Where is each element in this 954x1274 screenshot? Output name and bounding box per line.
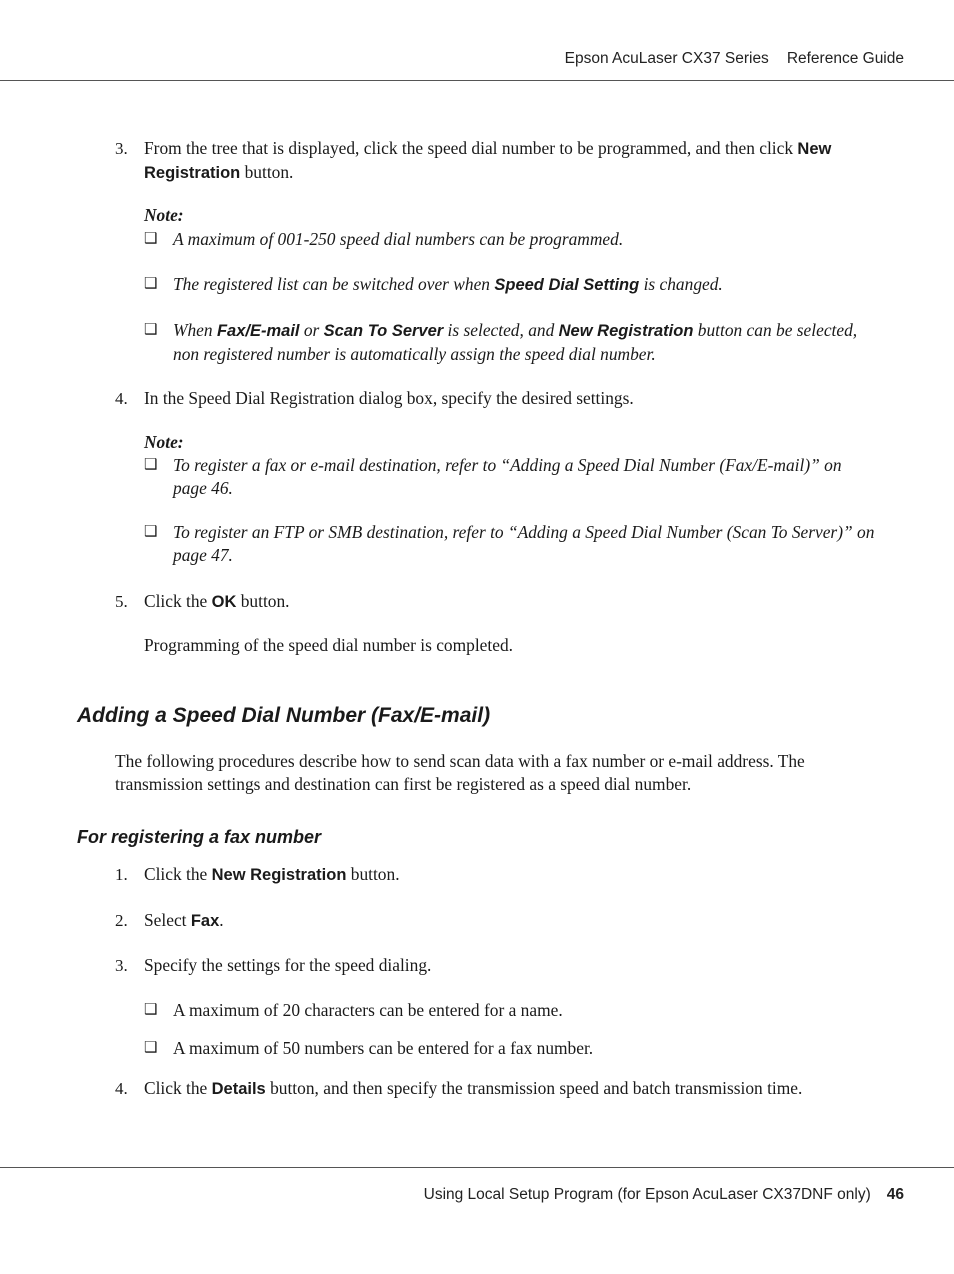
note-item: When Fax/E-mail or Scan To Server is selected, and New Registration button can be selected, non registered number is automatically assign the speed dial number. [173, 320, 858, 364]
note-item: The registered list can be switched over when Speed Dial Setting is changed. [173, 274, 723, 294]
step-number: 3. [115, 139, 128, 158]
note-item[interactable]: To register an FTP or SMB destination, refer to “Adding a Speed Dial Number (Scan To Server)” on page 47. [173, 522, 875, 565]
subsection-title: For registering a fax number [77, 827, 322, 847]
note-item[interactable]: To register a fax or e-mail destination, refer to “Adding a Speed Dial Number (Fax/E-mail)” on page 46. [173, 455, 842, 498]
checkbox-bullet-icon: ❑ [144, 457, 158, 473]
checkbox-bullet-icon: ❑ [144, 231, 158, 247]
step-number: 1. [115, 865, 128, 884]
section-title: Adding a Speed Dial Number (Fax/E-mail) [77, 704, 491, 727]
note-item: A maximum of 001-250 speed dial numbers can be programmed. [173, 229, 624, 249]
footer-rule [0, 1167, 954, 1168]
running-header [565, 50, 904, 68]
header-product: Epson AcuLaser CX37 Series [564, 50, 769, 67]
ui-term: New Registration [144, 140, 832, 182]
note-heading: Note: [144, 205, 184, 225]
step-number: 3. [115, 956, 128, 975]
list-item: A maximum of 50 numbers can be entered for a fax number. [173, 1038, 594, 1058]
list-item: A maximum of 20 characters can be entered for a name. [173, 1000, 563, 1020]
checkbox-bullet-icon: ❑ [144, 322, 158, 338]
step-text: Click the New Registration button. [144, 864, 400, 884]
step-number: 5. [115, 592, 128, 611]
step-text: Specify the settings for the speed dialing. [144, 955, 432, 975]
step-number: 4. [115, 1079, 128, 1098]
header-rule [0, 80, 954, 81]
step-result: Programming of the speed dial number is completed. [144, 635, 513, 655]
step-number: 2. [115, 911, 128, 930]
step-number: 4. [115, 389, 128, 408]
running-footer [424, 1186, 904, 1204]
page-number: 46 [886, 1186, 904, 1203]
checkbox-bullet-icon: ❑ [144, 276, 158, 292]
header-guide: Reference Guide [786, 50, 904, 67]
ui-term: New Registration [211, 866, 347, 884]
step-text: Select Fax. [144, 910, 224, 930]
checkbox-bullet-icon: ❑ [144, 1002, 158, 1018]
ui-term: OK [211, 593, 237, 611]
footer-chapter: Using Local Setup Program (for Epson AcuLaser CX37DNF only) [423, 1186, 871, 1203]
note-heading: Note: [144, 432, 184, 452]
ui-term: Details [211, 1080, 266, 1098]
step-text: Click the OK button. [144, 591, 290, 611]
step-text: In the Speed Dial Registration dialog box, specify the desired settings. [144, 388, 634, 408]
step-text: From the tree that is displayed, click the speed dial number to be programmed, and then click New Registration button. [144, 138, 832, 182]
section-intro: The following procedures describe how to send scan data with a fax number or e-mail address. The transmission settings and destination can first be registered as a speed dial number. [115, 751, 805, 794]
checkbox-bullet-icon: ❑ [144, 524, 158, 540]
checkbox-bullet-icon: ❑ [144, 1040, 158, 1056]
ui-term: Fax [190, 912, 220, 930]
step-text: Click the Details button, and then specify the transmission speed and batch transmission time. [144, 1078, 803, 1098]
